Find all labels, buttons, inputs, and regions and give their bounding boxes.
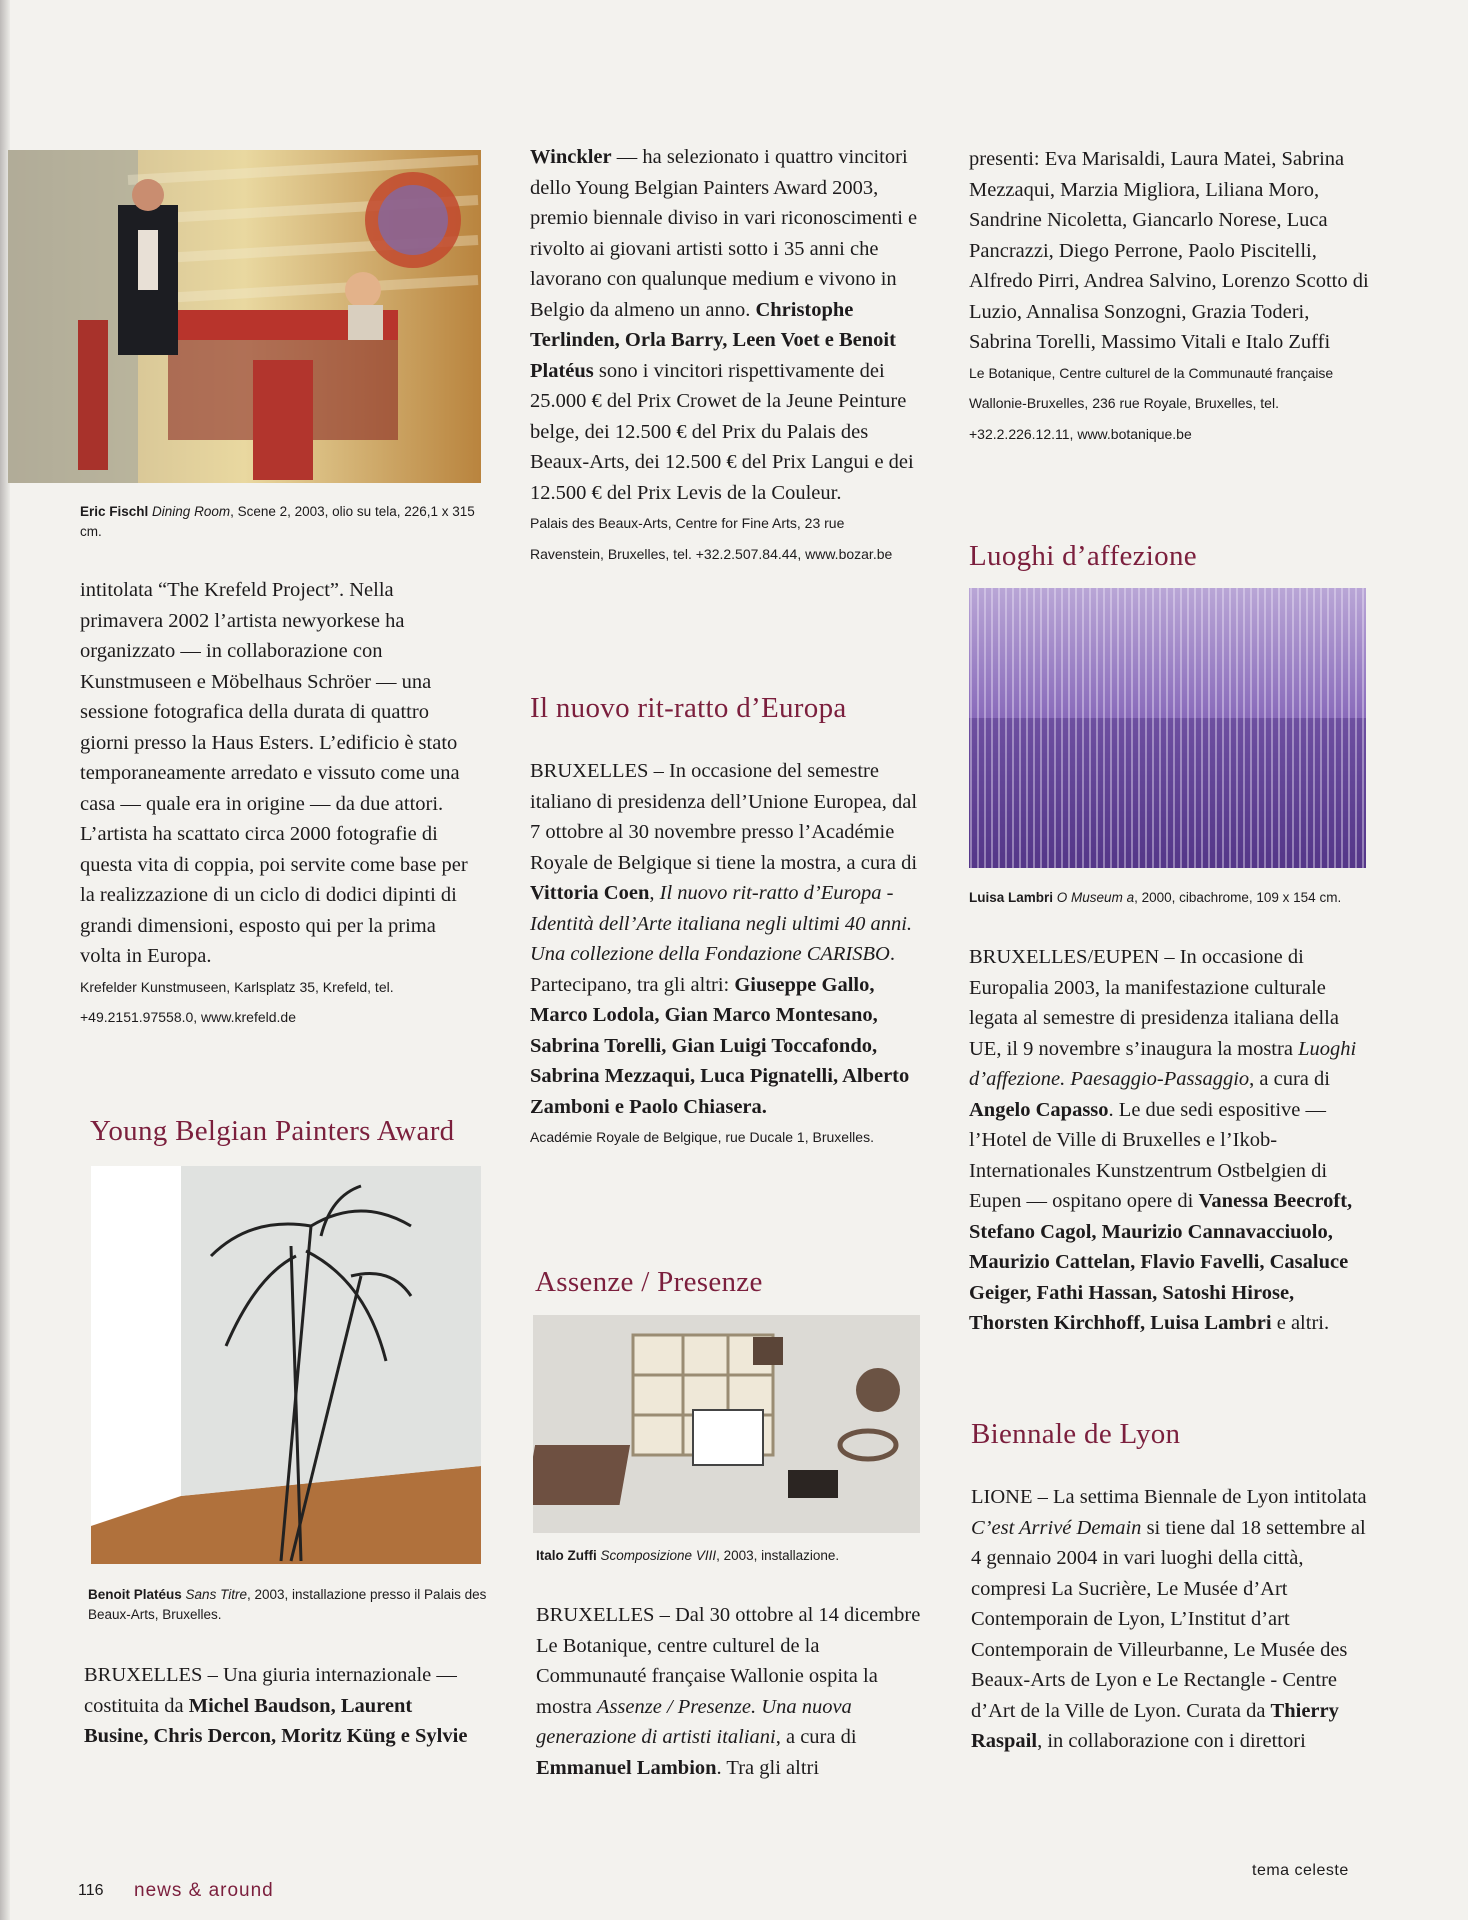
heading-luoghi: Luoghi d’affezione	[969, 540, 1197, 572]
lyon-text-1: LIONE – La settima Biennale de Lyon intitolata	[971, 1486, 1367, 1508]
lyon-article	[971, 1482, 1376, 1757]
assenze-title: Assenze / Presenze. Una nuova generazione di artisti italiani	[536, 1695, 852, 1748]
photo-dining-room	[8, 150, 481, 483]
ybp-winckler: Winckler	[530, 146, 612, 168]
photo-scomposizione	[533, 1315, 920, 1533]
krefeld-info: Krefelder Kunstmuseen, Karlsplatz 35, Krefeld, tel. +49.2151.97558.0, www.krefeld.de	[80, 978, 394, 1025]
caption-title: Sans Titre	[185, 1587, 247, 1602]
lyon-text-3: , in collaborazione con i direttori	[1037, 1730, 1306, 1752]
magazine-name: tema celeste	[1252, 1862, 1349, 1879]
europa-title: Il nuovo rit-ratto d’Europa - Identità dell’Arte italiana negli ultimi 40 anni. Una collezione della Fondazione CARISBO	[530, 882, 913, 965]
europa-info: Académie Royale de Belgique, rue Ducale 1, Bruxelles.	[530, 1129, 874, 1145]
assenze-artists: presenti: Eva Marisaldi, Laura Matei, Sabrina Mezzaqui, Marzia Migliora, Liliana Moro, Sandrine Nicoletta, Giancarlo Norese, Luca Pancrazzi, Diego Perrone, Paolo Piscitelli, Alfredo Pirri, Andrea Salvino, Lorenzo Scotto di Luzio, Annalisa Sonzogni, Grazia Toderi, Sabrina Torelli, Massimo Vitali e Italo Zuffi	[969, 148, 1369, 353]
caption-fischl	[80, 502, 480, 542]
assenze-article	[536, 1600, 931, 1783]
heading-young-belgian: Young Belgian Painters Award	[90, 1115, 455, 1147]
caption-title: O Museum a	[1056, 890, 1135, 905]
assenze-article-cont	[969, 144, 1374, 449]
krefeld-text: intitolata “The Krefeld Project”. Nella primavera 2002 l’artista newyorkese ha organizzato — in collaborazione con Kunstmuseen e Möbelhaus Schröer — una sessione fotografica della durata di quattro giorni presso la Haus Esters. L’edificio è stato temporaneamente arredato e vissuto come una casa — quale era in origine — da due attori. L’artista ha scattato circa 2000 fotografie di questa vita di coppia, poi servite come base per la realizzazione di un ciclo di dodici dipinti di grandi dimensioni, esposto qui per la prima volta in Europa.	[80, 579, 468, 967]
caption-artist: Eric Fischl	[80, 504, 149, 519]
lyon-title: C’est Arrivé Demain	[971, 1516, 1142, 1539]
luoghi-text-3: . Le due sedi espositive — l’Hotel de Ville di Bruxelles e l’Ikob-Internationales Kunstzentrum Ostbelgien di Eupen — ospitano opere di	[969, 1098, 1328, 1212]
assenze-curator: Emmanuel Lambion	[536, 1756, 717, 1779]
luoghi-text-4: e altri.	[1271, 1312, 1330, 1334]
photo-o-museum	[969, 588, 1366, 868]
caption-lambri	[969, 888, 1369, 908]
page-number: 116	[78, 1882, 104, 1899]
luoghi-text-2: , a cura di	[1249, 1068, 1330, 1090]
lyon-text-2: si tiene dal 18 settembre al 4 gennaio 2004 in vari luoghi della città, compresi La Sucrière, Le Musée d’Art Contemporain de Lyon, L’Institut d’art Contemporain de Villeurbanne, Le Musée des Beaux-Arts de Lyon e Le Rectangle - Centre d’Art de la Ville de Lyon. Curata da	[971, 1516, 1366, 1722]
luoghi-title: Luoghi d’affezione. Paesaggio-Passaggio	[969, 1037, 1357, 1090]
ybp-text-1: — ha selezionato i quattro vincitori dello Young Belgian Painters Award 2003, premio biennale diviso in vari riconoscimenti e rivolto ai giovani artisti sotto i 35 anni che lavorano con qualunque medium e vivono in Belgio da almeno un anno.	[530, 146, 918, 321]
ybp-winners: Christophe Terlinden, Orla Barry, Leen Voet e Benoit Platéus	[530, 298, 896, 382]
luoghi-artists: Vanessa Beecroft, Stefano Cagol, Maurizio Cannavacciuolo, Maurizio Cattelan, Flavio Favelli, Casaluce Geiger, Fathi Hassan, Satoshi Hirose, Thorsten Kirchhoff, Luisa Lambri	[969, 1190, 1353, 1334]
ybp-text-2: sono i vincitori rispettivamente dei 25.000 € del Prix Crowet de la Jeune Peinture belge, dei 12.500 € del Prix du Palais des Beaux-Arts, dei 12.500 € del Prix Langui e dei 12.500 € del Prix Levis de la Couleur.	[530, 359, 914, 504]
europa-text-1: BRUXELLES – In occasione del semestre italiano di presidenza dell’Unione Europea, dal 7 ottobre al 30 novembre presso l’Académie Royale de Belgique si tiene la mostra, a cura di	[530, 760, 918, 874]
caption-artist: Benoit Platéus	[88, 1587, 182, 1602]
caption-title: Scomposizione VIII	[600, 1548, 717, 1563]
caption-rest: , 2000, cibachrome, 109 x 154 cm.	[1134, 890, 1342, 905]
ybp-info: Palais des Beaux-Arts, Centre for Fine Arts, 23 rue Ravenstein, Bruxelles, tel. +32.2.507.84.44, www.bozar.be	[530, 515, 893, 562]
ybp-intro: BRUXELLES – Una giuria internazionale — costituita da	[84, 1664, 457, 1717]
assenze-text-3: . Tra gli altri	[716, 1756, 820, 1779]
photo-sans-titre	[91, 1166, 481, 1564]
section-label: news & around	[134, 1880, 274, 1901]
luoghi-curator: Angelo Capasso	[969, 1098, 1109, 1121]
assenze-text-1: BRUXELLES – Dal 30 ottobre al 14 dicembre Le Botanique, centre culturel de la Communauté française Wallonie ospita la mostra	[536, 1604, 921, 1718]
luoghi-article	[969, 942, 1374, 1339]
luoghi-text-1: BRUXELLES/EUPEN – In occasione di Europalia 2003, la manifestazione culturale legata al semestre di presidenza italiana della UE, il 9 novembre s’inaugura la mostra	[969, 946, 1339, 1060]
heading-europa: Il nuovo rit-ratto d’Europa	[530, 692, 847, 724]
heading-assenze: Assenze / Presenze	[535, 1266, 763, 1298]
krefeld-article	[80, 575, 480, 1033]
ybp-article-start	[84, 1660, 474, 1752]
lyon-curator: Thierry Raspail	[971, 1699, 1339, 1752]
ybp-jury: Michel Baudson, Laurent Busine, Chris Dercon, Moritz Küng e Sylvie	[84, 1694, 468, 1747]
ybp-article-cont	[530, 142, 920, 569]
europa-curator: Vittoria Coen	[530, 882, 650, 904]
europa-artists: Giuseppe Gallo, Marco Lodola, Gian Marco Montesano, Sabrina Torelli, Gian Luigi Toccafondo, Sabrina Mezzaqui, Luca Pignatelli, Alberto Zamboni e Paolo Chiasera.	[530, 973, 910, 1118]
caption-rest: , 2003, installazione.	[716, 1548, 840, 1563]
caption-rest: , Scene 2, 2003, olio su tela, 226,1 x 315 cm.	[80, 504, 475, 539]
caption-plateus	[88, 1585, 488, 1625]
heading-lyon: Biennale de Lyon	[971, 1418, 1181, 1450]
caption-rest: , 2003, installazione presso il Palais des Beaux-Arts, Bruxelles.	[88, 1587, 487, 1622]
caption-title: Dining Room	[152, 504, 231, 519]
assenze-info: Le Botanique, Centre culturel de la Communauté française Wallonie-Bruxelles, 236 rue Royale, Bruxelles, tel. +32.2.226.12.11, www.botanique.be	[969, 364, 1334, 442]
assenze-text-2: , a cura di	[775, 1726, 857, 1748]
europa-text-2: . Partecipano, tra gli altri:	[530, 943, 895, 996]
europa-article: BRUXELLES – In occasione del semestre italiano di presidenza dell’Unione Europea, dal 7 ottobre al 30 novembre presso l’Académie Royale de Belgique si tiene la mostra, a cura di Vittoria Coen, Il nuovo rit-ratto d’Europa - Identità dell’Arte italiana negli ultimi 40 anni. Una collezione della Fondazione CARISBO. Partecipano, tra gli altri: Giuseppe Gallo, Marco Lodola, Gian Marco Montesano, Sabrina Torelli, Gian Luigi Toccafondo, Sabrina Mezzaqui, Luca Pignatelli, Alberto Zamboni e Paolo Chiasera. Académie Royale de Belgique, rue Ducale 1, Bruxelles.	[530, 756, 925, 1153]
caption-artist: Luisa Lambri	[969, 890, 1054, 905]
caption-artist: Italo Zuffi	[536, 1548, 597, 1563]
caption-zuffi	[536, 1546, 936, 1566]
